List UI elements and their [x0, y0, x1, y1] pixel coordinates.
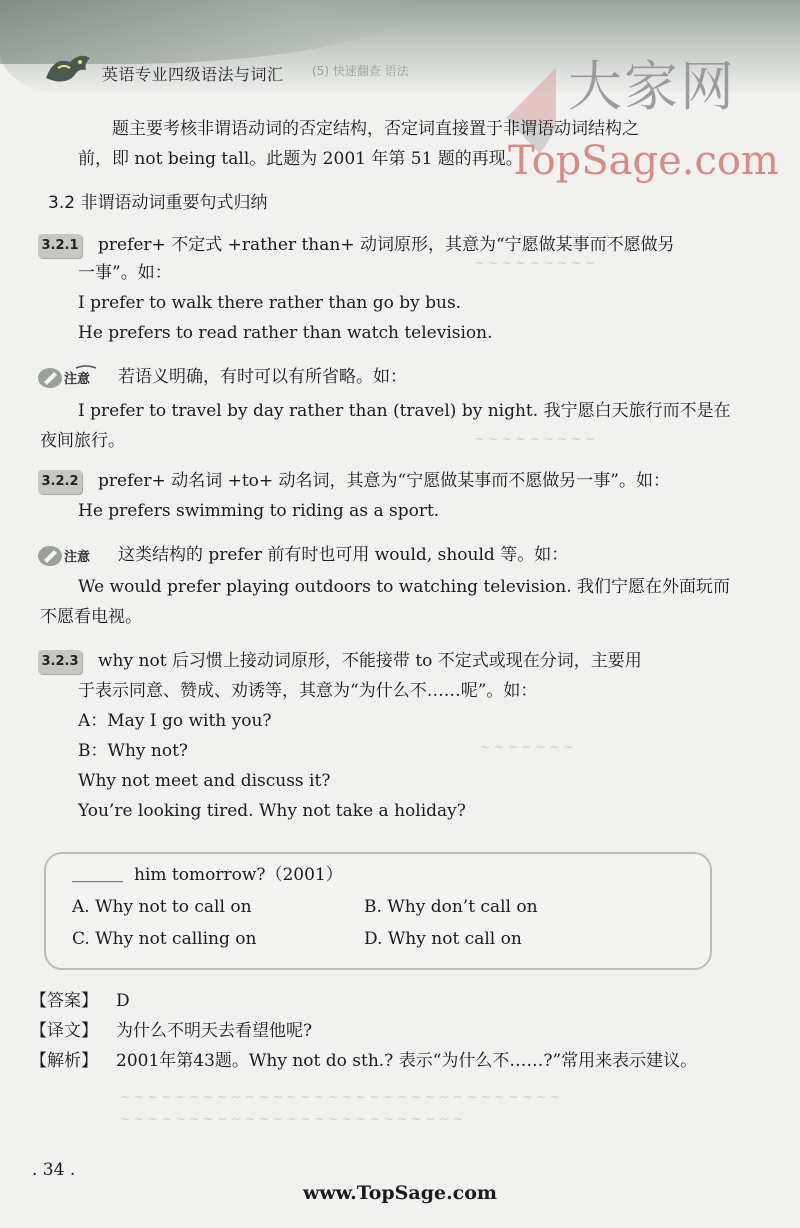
footer-url-link[interactable]: www.TopSage.com	[302, 1182, 498, 1204]
exercise-option-c: C. Why not calling on	[72, 929, 257, 949]
answer-value: D	[116, 991, 130, 1011]
section-heading: 3.2 非谓语动词重要句式归纳	[48, 193, 268, 213]
bleed-through-text: ~ ~ ~ ~ ~ ~ ~	[480, 740, 574, 754]
rule-text: why not 后习惯上接动词原形，不能接带 to 不定式或现在分词，主要用	[98, 651, 642, 671]
intro-line: 前，即 not being tall。此题为 2001 年第 51 题的再现。	[78, 149, 523, 169]
example-sentence: B：Why not?	[78, 741, 189, 761]
exercise-option-d: D. Why not call on	[364, 929, 522, 949]
bleed-through-text: ~ ~ ~ ~ ~ ~ ~ ~ ~ ~ ~ ~ ~ ~ ~ ~ ~ ~ ~ ~ ~ ~ ~ ~ ~ ~ ~ ~ ~ ~ ~ ~	[120, 1090, 560, 1104]
header-faint-text: (5) 快速翻查 语法	[312, 64, 409, 78]
translation-label: 【译文】	[30, 1021, 98, 1041]
watermark-url: TopSage.com	[508, 138, 779, 184]
note-text: 若语义明确，有时可以有所省略。如：	[118, 367, 407, 387]
example-sentence: A：May I go with you?	[78, 711, 272, 731]
answer-label: 【答案】	[30, 991, 98, 1011]
analysis-label: 【解析】	[30, 1051, 98, 1071]
example-sentence: We would prefer playing outdoors to watching television. 我们宁愿在外面玩而	[78, 577, 731, 597]
example-sentence: 夜间旅行。	[40, 431, 125, 451]
header-title: 英语专业四级语法与词汇	[102, 65, 284, 84]
bleed-through-text: ~ ~ ~ ~ ~ ~ ~ ~ ~ ~ ~ ~ ~ ~ ~ ~ ~ ~ ~ ~ ~ ~ ~ ~ ~	[120, 1112, 463, 1126]
example-sentence: He prefers to read rather than watch television.	[78, 323, 493, 343]
note-label: 注意	[64, 550, 91, 565]
dragon-mascot-icon	[40, 48, 94, 88]
watermark-chinese: 大家网	[568, 55, 736, 118]
note-text: 这类结构的 prefer 前有时也可用 would, should 等。如：	[118, 545, 569, 565]
analysis-value: 2001年第43题。Why not do sth.? 表示“为什么不……?”常用来表示建议。	[116, 1051, 698, 1071]
example-sentence: I prefer to walk there rather than go by bus.	[78, 293, 462, 313]
rule-text: prefer+ 不定式 +rather than+ 动词原形，其意为“宁愿做某事而不愿做另	[98, 235, 675, 255]
section-badge-3-2-2: 3.2.2	[38, 470, 82, 494]
bleed-through-text: ~ ~ ~ ~ ~ ~ ~ ~ ~	[474, 256, 596, 270]
translation-value: 为什么不明天去看望他呢?	[116, 1021, 313, 1041]
intro-line: 题主要考核非谓语动词的否定结构，否定词直接置于非谓语动词结构之	[112, 119, 639, 139]
example-sentence: He prefers swimming to riding as a sport.	[78, 501, 440, 521]
example-sentence: You’re looking tired. Why not take a holiday?	[78, 801, 466, 821]
exercise-question: him tomorrow?（2001）	[134, 865, 343, 885]
exercise-blank: ______	[72, 863, 123, 883]
example-sentence: I prefer to travel by day rather than (travel) by night. 我宁愿白天旅行而不是在	[78, 401, 731, 421]
bleed-through-text: ~ ~ ~ ~ ~ ~ ~ ~ ~	[474, 432, 596, 446]
rule-text: prefer+ 动名词 +to+ 动名词，其意为“宁愿做某事而不愿做另一事”。如：	[98, 471, 670, 491]
exercise-option-b: B. Why don’t call on	[364, 897, 538, 917]
section-badge-3-2-1: 3.2.1	[38, 234, 82, 258]
example-sentence: Why not meet and discuss it?	[78, 771, 331, 791]
note-label: 注意	[64, 372, 91, 387]
rule-text: 于表示同意、赞成、劝诱等，其意为“为什么不……呢”。如：	[78, 681, 538, 701]
rule-text: 一事”。如：	[78, 263, 172, 283]
page-number: . 34 .	[32, 1160, 76, 1180]
section-badge-3-2-3: 3.2.3	[38, 650, 82, 674]
exercise-option-a: A. Why not to call on	[72, 897, 252, 917]
example-sentence: 不愿看电视。	[40, 607, 142, 627]
